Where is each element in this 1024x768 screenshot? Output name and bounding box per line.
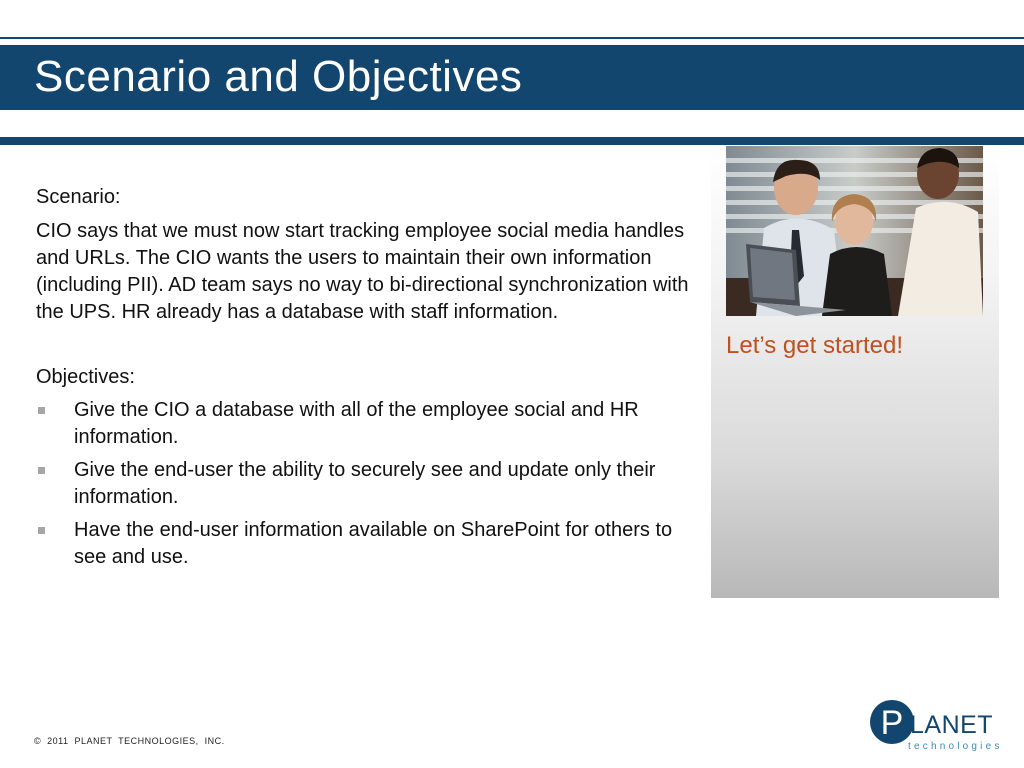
square-bullet-icon bbox=[38, 407, 45, 414]
logo-tagline: technologies bbox=[908, 741, 1003, 752]
objective-text: Give the end-user the ability to securely see and update only their information. bbox=[74, 459, 656, 508]
business-team-photo bbox=[726, 146, 983, 316]
planet-technologies-logo bbox=[868, 696, 1008, 754]
objective-text: Give the CIO a database with all of the employee social and HR information. bbox=[74, 399, 639, 448]
objectives-list bbox=[36, 397, 696, 571]
copyright-notice: © 2011 PLANET TECHNOLOGIES, INC. bbox=[34, 736, 225, 746]
header-top-rule bbox=[0, 37, 1024, 39]
objective-text: Have the end-user information available on SharePoint for others to see and use. bbox=[74, 519, 673, 568]
square-bullet-icon bbox=[38, 527, 45, 534]
scenario-heading: Scenario: bbox=[36, 186, 121, 208]
scenario-text: CIO says that we must now start tracking employee social media handles and URLs. The CIO wants the users to maintain their own information (including PII). AD team says no way to bi-directional synchronization with the UPS. HR already has a database with staff information. bbox=[36, 220, 689, 323]
objective-item bbox=[36, 517, 696, 571]
slide-title: Scenario and Objectives bbox=[34, 52, 523, 101]
logo-letter: P bbox=[880, 704, 904, 742]
logo-word: LANET bbox=[910, 711, 994, 739]
objective-item bbox=[36, 457, 696, 511]
slide-body bbox=[36, 184, 696, 577]
header-bottom-rule bbox=[0, 137, 1024, 145]
objectives-heading: Objectives: bbox=[36, 366, 135, 388]
objective-item bbox=[36, 397, 696, 451]
call-to-action-text: Let’s get started! bbox=[726, 332, 903, 359]
square-bullet-icon bbox=[38, 467, 45, 474]
